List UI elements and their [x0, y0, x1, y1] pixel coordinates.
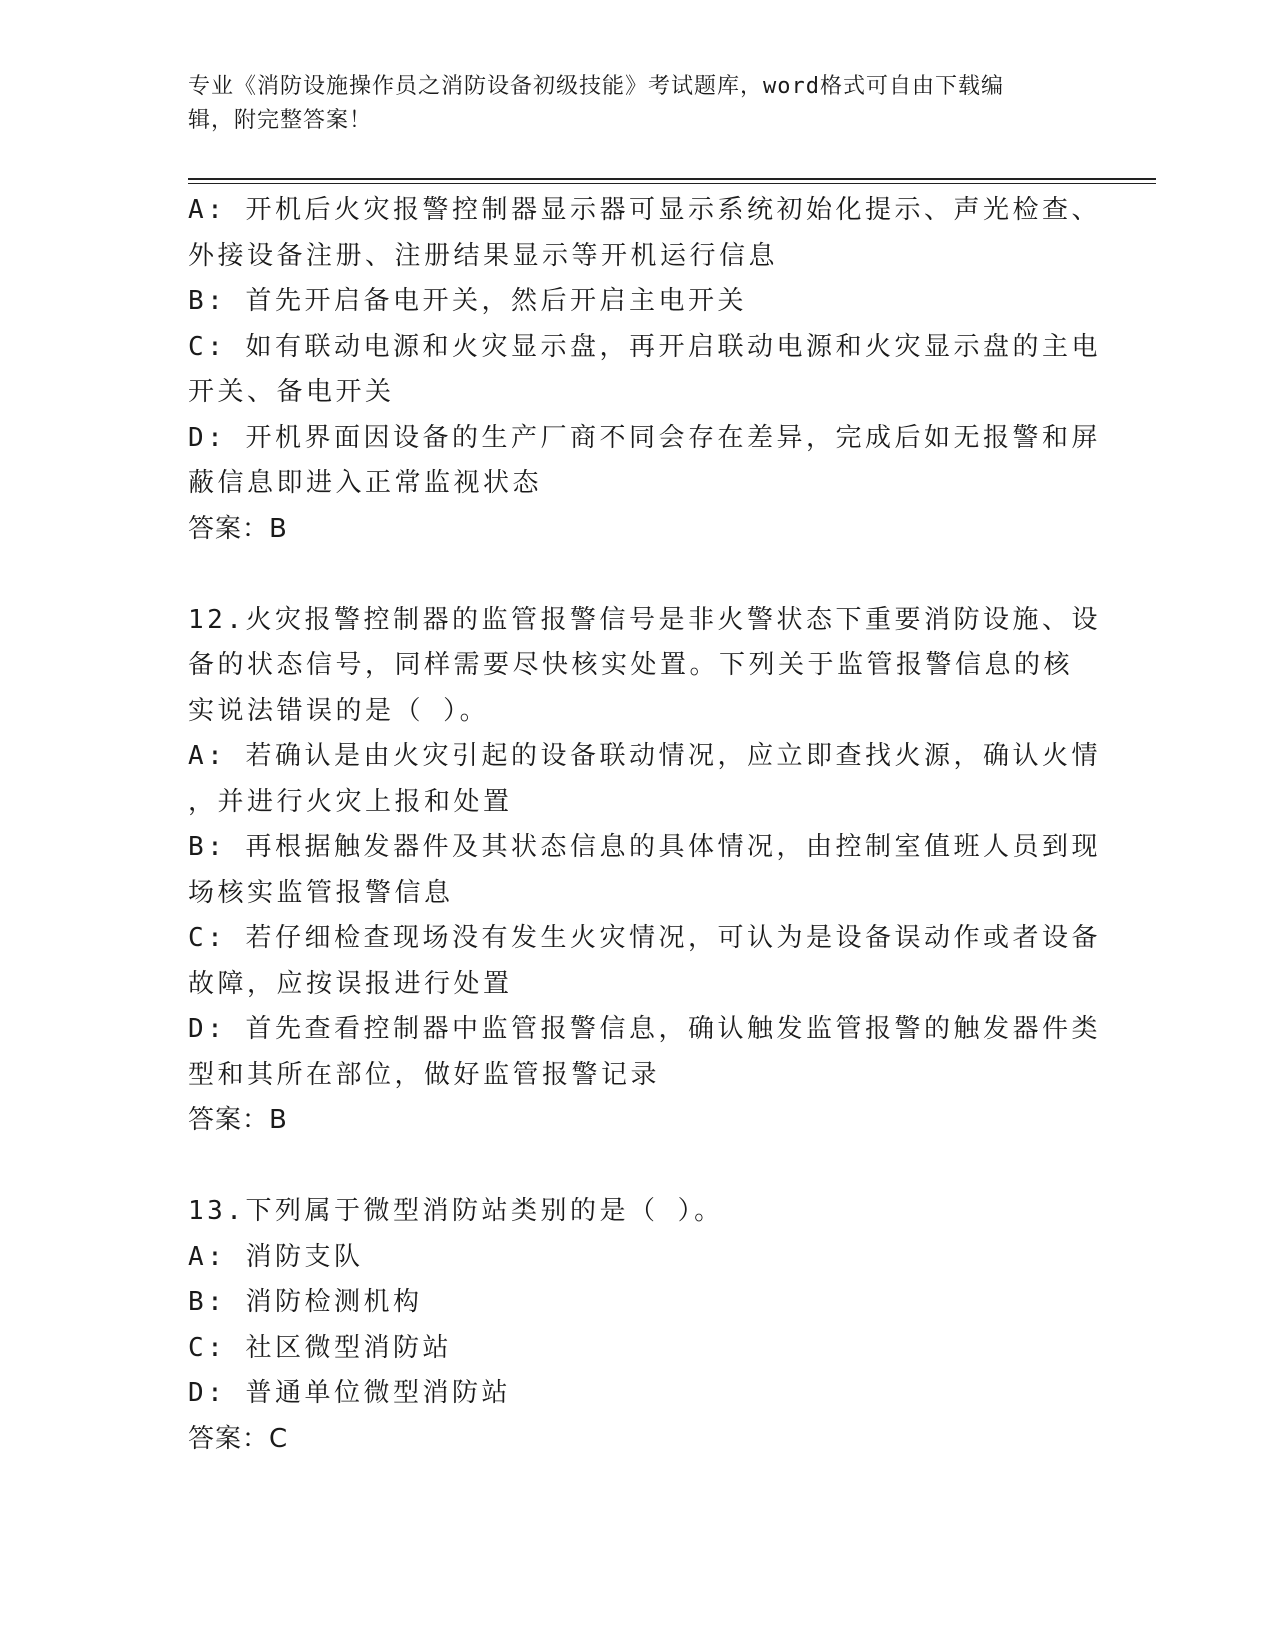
- option-line: 型和其所在部位，做好监管报警记录: [188, 1059, 661, 1090]
- option-line: ，并进行火灾上报和处置: [188, 786, 513, 817]
- option-a: [188, 734, 1101, 825]
- spacer: [188, 1144, 1088, 1190]
- option-line: A: 消防支队: [188, 1241, 364, 1272]
- option-line: B: 再根据触发器件及其状态信息的具体情况，由控制室值班人员到现: [188, 832, 1101, 862]
- option-b: [188, 825, 1101, 916]
- answer-line: 答案：C: [188, 1423, 289, 1454]
- question-content: [188, 188, 1101, 1462]
- stem-line: 实说法错误的是（ ）。: [188, 695, 490, 726]
- option-line: 蔽信息即进入正常监视状态: [188, 468, 543, 498]
- option-line: 场核实监管报警信息: [188, 877, 454, 908]
- option-a: [188, 1235, 1088, 1281]
- document-header: [188, 70, 1088, 138]
- option-line: A: 若确认是由火灾引起的设备联动情况，应立即查找火源，确认火情: [188, 741, 1101, 771]
- answer-line: 答案：B: [188, 513, 288, 544]
- answer-line: 答案：B: [188, 1105, 288, 1135]
- question-13: [188, 1189, 1088, 1462]
- option-b: [188, 279, 1088, 325]
- option-a: [188, 188, 1101, 279]
- option-line: C: 社区微型消防站: [188, 1332, 452, 1363]
- option-line: C: 如有联动电源和火灾显示盘，再开启联动电源和火灾显示盘的主电: [188, 331, 1101, 362]
- stem-line: 备的状态信号，同样需要尽快核实处置。下列关于监管报警信息的核: [188, 650, 1074, 680]
- option-c: [188, 916, 1101, 1007]
- question-stem: [188, 598, 1101, 735]
- header-line-1: 专业《消防设施操作员之消防设备初级技能》考试题库，word格式可自由下载编: [188, 74, 1004, 99]
- header-rule-thin: [188, 183, 1156, 184]
- question-12: [188, 598, 1101, 1144]
- stem-line: 13.下列属于微型消防站类别的是（ ）。: [188, 1196, 724, 1226]
- option-c: [188, 1326, 1088, 1372]
- stem-line: 12.火灾报警控制器的监管报警信号是非火警状态下重要消防设施、设: [188, 604, 1101, 635]
- question-stem: [188, 1189, 1088, 1235]
- option-d: [188, 416, 1101, 507]
- option-c: [188, 325, 1101, 416]
- option-b: [188, 1280, 1088, 1326]
- option-line: 开关、备电开关: [188, 377, 395, 407]
- option-line: 外接设备注册、注册结果显示等开机运行信息: [188, 240, 779, 271]
- option-line: A: 开机后火灾报警控制器显示器可显示系统初始化提示、声光检查、: [188, 195, 1101, 225]
- option-line: 故障，应按误报进行处置: [188, 968, 513, 999]
- option-line: B: 消防检测机构: [188, 1287, 423, 1317]
- option-d: [188, 1007, 1101, 1098]
- header-line-2: 辑，附完整答案！: [188, 108, 373, 133]
- option-line: D: 普通单位微型消防站: [188, 1378, 511, 1408]
- option-line: D: 开机界面因设备的生产厂商不同会存在差异，完成后如无报警和屏: [188, 422, 1101, 453]
- option-line: B: 首先开启备电开关，然后开启主电开关: [188, 286, 747, 316]
- question-11: [188, 188, 1101, 552]
- header-rule-thick: [188, 178, 1156, 180]
- option-d: [188, 1371, 1088, 1417]
- spacer: [188, 552, 1088, 598]
- option-line: D: 首先查看控制器中监管报警信息，确认触发监管报警的触发器件类: [188, 1014, 1101, 1044]
- option-line: C: 若仔细检查现场没有发生火灾情况，可认为是设备误动作或者设备: [188, 923, 1101, 953]
